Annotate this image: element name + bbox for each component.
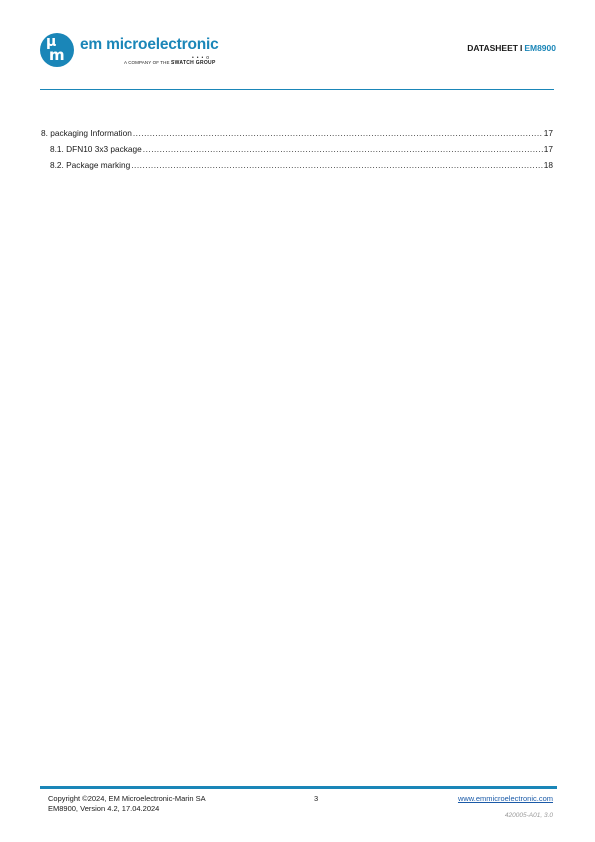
- toc-entry-label: 8.2. Package marking: [50, 160, 131, 170]
- toc-entry[interactable]: [41, 128, 553, 144]
- footer-divider: [40, 786, 557, 789]
- toc-dot-leader: [133, 128, 543, 138]
- website-link[interactable]: www.emmicroelectronic.com: [457, 794, 553, 803]
- toc-entry-label: 8. packaging Information: [41, 128, 132, 138]
- company-name: em microelectronic: [80, 36, 219, 53]
- toc-entry-page: 17: [543, 128, 553, 138]
- toc-entry[interactable]: [41, 144, 553, 160]
- logo-mu-glyph: µ: [46, 34, 57, 50]
- toc-entry[interactable]: [41, 160, 553, 176]
- tagline-group: SWATCH GROUP: [170, 60, 216, 66]
- tagline-prefix: A COMPANY OF THE: [124, 60, 170, 65]
- swatch-group-dots-icon: •••o: [192, 55, 213, 61]
- company-tagline: [124, 60, 216, 66]
- document-type-label: [467, 43, 556, 53]
- toc-dot-leader: [131, 160, 543, 170]
- document-code: 420005-A01, 3.0: [504, 812, 553, 819]
- toc-dot-leader: [143, 144, 543, 154]
- doc-type-separator: I: [519, 43, 523, 53]
- toc-entry-label: 8.1. DFN10 3x3 package: [50, 144, 142, 154]
- version-text: EM8900, Version 4.2, 17.04.2024: [48, 804, 160, 813]
- table-of-contents: [41, 128, 553, 176]
- toc-entry-page: 17: [543, 144, 553, 154]
- page-number: 3: [314, 794, 319, 803]
- part-number: EM8900: [524, 43, 556, 53]
- logo-m-glyph: m: [49, 46, 65, 64]
- doc-type-text: DATASHEET: [467, 43, 518, 53]
- copyright-text: Copyright ©2024, EM Microelectronic-Marin SA: [48, 794, 206, 803]
- toc-entry-page: 18: [543, 160, 553, 170]
- company-logo-icon: [40, 33, 74, 67]
- header-divider: [40, 89, 554, 90]
